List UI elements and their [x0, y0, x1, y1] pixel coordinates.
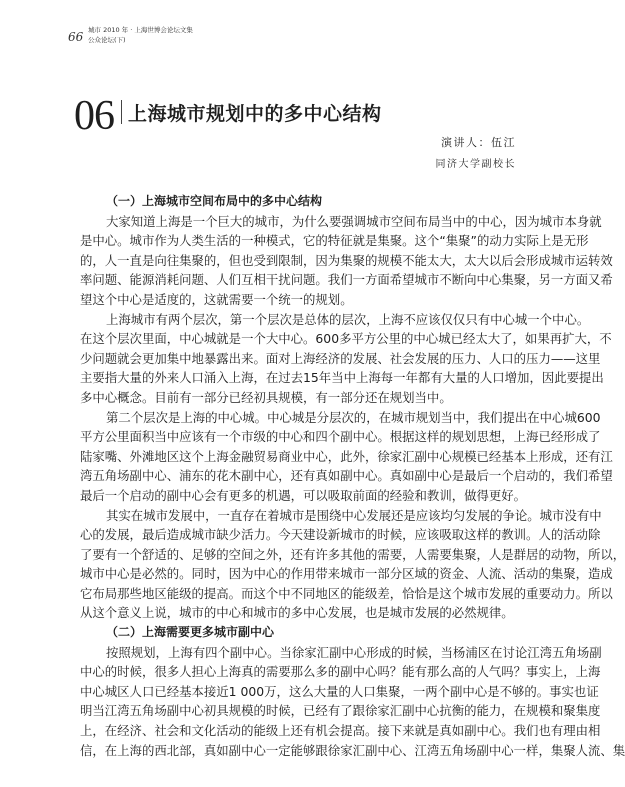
article-number: 06 [74, 93, 114, 139]
article-body [80, 192, 625, 760]
text-line: 中心城区人口已经基本接近1 000万，这么大量的人口集聚，一两个副中心是不够的。事实也证 [80, 683, 599, 699]
text-line: 信，在上海的西北部，真如副中心一定能够跟徐家汇副中心、江湾五角场副中心一样，集聚人流、集 [80, 742, 625, 758]
text-line: 其实在城市发展中，一直存在着城市是围绕中心发展还是应该均匀发展的争论。城市没有中 [106, 507, 602, 523]
text-line: 率问题、能源消耗问题、人们互相干扰问题。我们一方面希望城市不断向中心集聚，另一方面又希 [80, 272, 613, 288]
text-line: 多中心概念。目前有一部分已经初具规模，有一部分还在规划当中。 [80, 389, 452, 405]
text-line: 主要指大量的外来人口涌入上海，在过去15年当中上海每一年都有大量的人口增加，因此要提出 [80, 370, 604, 386]
text-line: 望这个中心是适度的，这就需要一个统一的规划。 [80, 291, 353, 307]
title-divider [121, 100, 122, 124]
paragraph [80, 408, 613, 506]
text-line: 城市中心是必然的。同时，因为中心的作用带来城市一部分区域的资金、人流、活动的集聚，造成 [80, 566, 613, 582]
text-line: 从这个意义上说，城市的中心和城市的多中心发展，也是城市发展的必然规律。 [80, 605, 514, 621]
text-line: 第二个层次是上海的中心城。中心城是分层次的，在城市规划当中，我们提出在中心城600 [106, 409, 601, 425]
text-line: 平方公里面积当中应该有一个市级的中心和四个副中心。根据这样的规划思想，上海已经形成了 [80, 429, 601, 445]
text-line: 陆家嘴、外滩地区这个上海金融贸易商业中心，此外，徐家汇副中心规模已经基本上形成，还有江 [80, 448, 613, 464]
text-line: 上海城市有两个层次，第一个层次是总体的层次，上海不应该仅仅只有中心城一个中心。 [106, 311, 590, 327]
text-line: 心的发展，最后造成城市缺少活力。今天建设新城市的时候，应该吸取这样的教训。人的活动除 [80, 527, 601, 543]
speaker-name: 演讲人：伍江 [441, 136, 516, 149]
paragraph [80, 212, 613, 310]
text-line: 了要有一个舒适的、足够的空间之外，还有许多其他的需要，人需要集聚，人是群居的动物，所以， [80, 546, 625, 562]
text-line: 湾五角场副中心、浦东的花木副中心，还有真如副中心。真如副中心是最后一个启动的，我们希望 [80, 468, 613, 484]
speaker-affiliation: 同济大学副校长 [435, 159, 516, 170]
text-line: 它布局那些地区能级的提高。而这个中不同地区的能级差，恰恰是这个城市发展的重要动力。所以 [80, 585, 613, 601]
text-line: 少问题就会更加集中地暴露出来。面对上海经济的发展、社会发展的压力、人口的压力——这里 [80, 350, 601, 366]
text-line: 按照规划，上海有四个副中心。当徐家汇副中心形成的时候，当杨浦区在讨论江湾五角场副 [106, 644, 602, 660]
running-header-line1: 城市 2010 年 · 上海世博会论坛文集 [88, 26, 193, 34]
page-number: 66 [68, 30, 84, 44]
text-line: 最后一个启动的副中心会有更多的机遇，可以吸取前面的经验和教训，做得更好。 [80, 487, 527, 503]
text-line: 的，人一直是向往集聚的，但也受到限制，因为集聚的规模不能太大，太大以后会形成城市运转效 [80, 252, 613, 268]
section-heading: （一）上海城市空间布局中的多中心结构 [106, 194, 323, 208]
text-line: 中心的时候，很多人担心上海真的需要那么多的副中心吗？能有那么高的人气吗？事实上，上海 [80, 664, 601, 680]
text-line: 上，在经济、社会和文化活动的能级上还有机会提高。接下来就是真如副中心。我们也有理由相 [80, 723, 601, 739]
section-heading: （二）上海需要更多城市副中心 [106, 625, 275, 640]
text-line: 明当江湾五角场副中心初具规模的时候，已经有了跟徐家汇副中心抗衡的能力，在规模和聚集度 [80, 703, 601, 719]
text-line: 在这个层次里面，中心城就是一个大中心。600多平方公里的中心城已经太大了，如果再扩大，不 [80, 331, 612, 347]
paragraph [80, 643, 625, 761]
text-line: 是中心。城市作为人类生活的一种模式，它的特征就是集聚。这个“集聚”的动力实际上是无形 [80, 233, 589, 249]
paragraph [80, 506, 625, 624]
text-line: 大家知道上海是一个巨大的城市，为什么要强调城市空间布局当中的中心，因为城市本身就 [106, 213, 602, 229]
article-title: 上海城市规划中的多中心结构 [128, 103, 382, 125]
paragraph [80, 310, 612, 408]
running-header-line2: 公众论坛(下) [88, 36, 126, 44]
